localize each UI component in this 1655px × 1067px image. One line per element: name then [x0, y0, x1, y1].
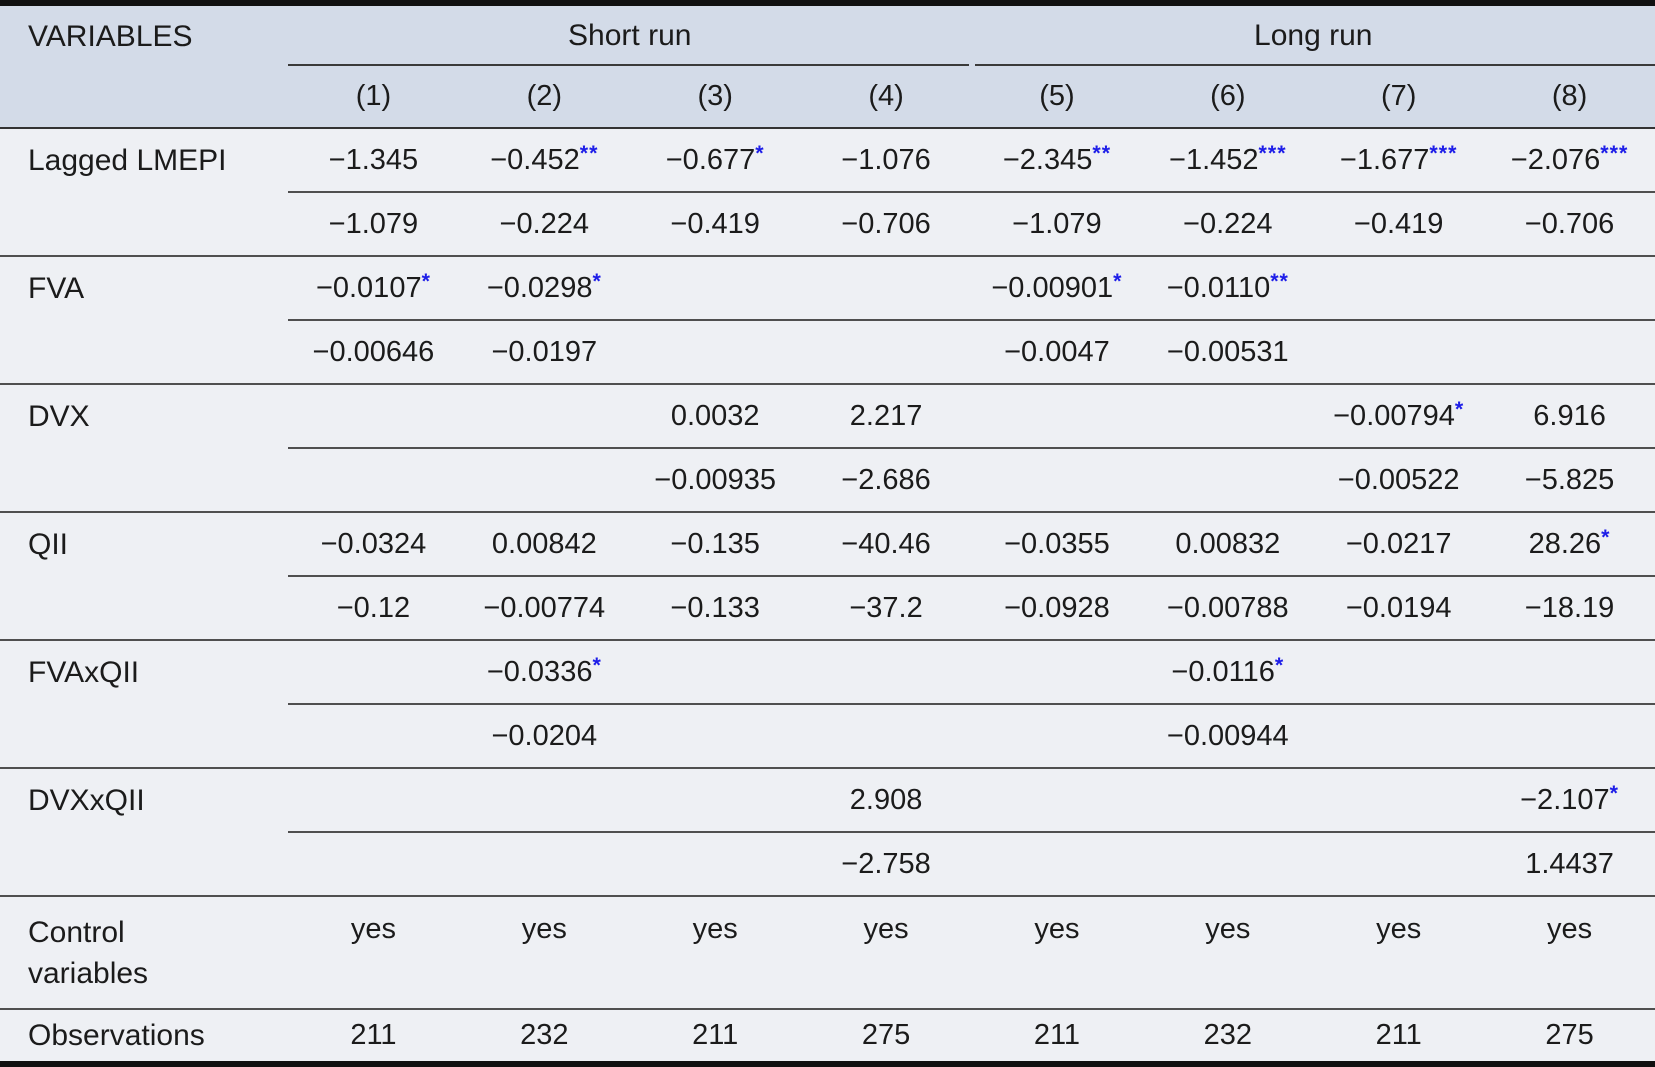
coefficient-row: [0, 512, 1655, 576]
control-variables-row-cell: yes: [1313, 896, 1484, 1009]
coefficient-cell: [630, 384, 801, 448]
standard-error-row: [0, 192, 1655, 256]
control-variables-row-cell: yes: [1484, 896, 1655, 1009]
coefficient-value: −40.46: [841, 528, 931, 560]
coefficient-value: −0.0355: [1004, 528, 1110, 560]
standard-error-cell: [972, 448, 1143, 512]
variable-label: Lagged LMEPI: [0, 128, 288, 192]
control-variables-row-cell: yes: [288, 896, 459, 1009]
coefficient-value: −1.677: [1340, 144, 1430, 176]
coefficient-cell: [801, 128, 972, 192]
standard-error-cell: [459, 448, 630, 512]
table-body: [0, 128, 1655, 1061]
standard-error-cell: [1313, 832, 1484, 896]
coefficient-cell: [630, 512, 801, 576]
standard-error-row: [0, 320, 1655, 384]
coefficient-row: [0, 128, 1655, 192]
observations-row-cell: 211: [288, 1009, 459, 1061]
standard-error-cell: −0.00944: [1142, 704, 1313, 768]
significance-stars: *: [755, 141, 764, 165]
coefficient-row: [0, 768, 1655, 832]
coefficient-value: −0.0336: [487, 656, 593, 688]
coefficient-cell: [630, 256, 801, 320]
standard-error-cell: −0.00788: [1142, 576, 1313, 640]
coefficient-cell: [1313, 256, 1484, 320]
coefficient-cell: [1313, 384, 1484, 448]
significance-stars: **: [1092, 141, 1111, 165]
coefficient-cell: [801, 640, 972, 704]
column-header-1: (1): [288, 66, 459, 128]
coefficient-cell: [972, 384, 1143, 448]
significance-stars: **: [1270, 269, 1289, 293]
coefficient-cell: [801, 256, 972, 320]
standard-error-row: [0, 576, 1655, 640]
standard-error-cell: [630, 832, 801, 896]
standard-error-cell: [288, 704, 459, 768]
observations-row-cell: 232: [459, 1009, 630, 1061]
standard-error-row: [0, 832, 1655, 896]
coefficient-cell: [288, 768, 459, 832]
coefficient-value: −0.0324: [321, 528, 427, 560]
column-header-5: (5): [972, 66, 1143, 128]
coefficient-value: −0.677: [666, 144, 756, 176]
standard-error-cell: [1313, 320, 1484, 384]
coefficient-cell: [288, 128, 459, 192]
observations-row-cell: 275: [801, 1009, 972, 1061]
coefficient-cell: [1142, 128, 1313, 192]
significance-stars: *: [592, 269, 601, 293]
standard-error-cell: −0.706: [801, 192, 972, 256]
coefficient-cell: [1484, 256, 1655, 320]
observations-row-cell: 211: [972, 1009, 1143, 1061]
variable-label: FVAxQII: [0, 640, 288, 704]
coefficient-cell: [459, 640, 630, 704]
standard-error-cell: −0.419: [1313, 192, 1484, 256]
observations-row-cell: 211: [1313, 1009, 1484, 1061]
coefficient-value: 0.00832: [1175, 528, 1280, 560]
standard-error-cell: [1484, 320, 1655, 384]
significance-stars: ***: [1429, 141, 1457, 165]
significance-stars: *: [1455, 397, 1464, 421]
coefficient-cell: [288, 640, 459, 704]
coefficient-value: 2.217: [850, 400, 923, 432]
empty-label-cell: [0, 448, 288, 512]
significance-stars: ***: [1600, 141, 1628, 165]
coefficient-cell: [459, 128, 630, 192]
coefficient-value: −2.076: [1511, 144, 1601, 176]
control-variables-row-cell: yes: [630, 896, 801, 1009]
standard-error-cell: [801, 704, 972, 768]
coefficient-cell: [1142, 768, 1313, 832]
coefficient-cell: [459, 384, 630, 448]
group-header-row: [0, 6, 1655, 66]
long-run-header: [972, 6, 1655, 66]
coefficient-value: −0.00901: [991, 272, 1113, 304]
coefficient-cell: [1313, 640, 1484, 704]
standard-error-cell: −0.419: [630, 192, 801, 256]
coefficient-cell: [1484, 384, 1655, 448]
significance-stars: ***: [1259, 141, 1287, 165]
coefficient-cell: [1484, 768, 1655, 832]
coefficient-cell: [630, 128, 801, 192]
standard-error-cell: −0.0204: [459, 704, 630, 768]
short-run-label: Short run: [568, 19, 691, 52]
coefficient-cell: [1142, 512, 1313, 576]
long-run-underline: [975, 64, 1655, 66]
coefficient-cell: [630, 768, 801, 832]
standard-error-cell: 1.4437: [1484, 832, 1655, 896]
coefficient-cell: [459, 256, 630, 320]
standard-error-cell: [288, 832, 459, 896]
standard-error-cell: −0.00531: [1142, 320, 1313, 384]
variable-label: QII: [0, 512, 288, 576]
coefficient-cell: [801, 384, 972, 448]
coefficient-cell: [1142, 256, 1313, 320]
variables-header: VARIABLES: [0, 6, 288, 128]
column-header-4: (4): [801, 66, 972, 128]
significance-stars: *: [422, 269, 431, 293]
control-variables-row-label-text: Control variables: [28, 913, 188, 994]
coefficient-value: 6.916: [1533, 400, 1606, 432]
coefficient-cell: [459, 512, 630, 576]
coefficient-value: −1.076: [841, 144, 931, 176]
standard-error-cell: [801, 320, 972, 384]
standard-error-cell: −0.0194: [1313, 576, 1484, 640]
coefficient-value: −2.107: [1520, 784, 1610, 816]
coefficient-value: −0.0116: [1171, 656, 1274, 688]
empty-label-cell: [0, 320, 288, 384]
coefficient-value: 28.26: [1529, 528, 1602, 560]
coefficient-cell: [288, 384, 459, 448]
variable-label: FVA: [0, 256, 288, 320]
coefficient-value: −1.345: [329, 144, 419, 176]
standard-error-cell: −1.079: [972, 192, 1143, 256]
control-variables-row-cell: yes: [1142, 896, 1313, 1009]
standard-error-cell: −5.825: [1484, 448, 1655, 512]
standard-error-cell: [630, 704, 801, 768]
coefficient-value: 0.0032: [671, 400, 760, 432]
column-header-7: (7): [1313, 66, 1484, 128]
standard-error-cell: [972, 832, 1143, 896]
coefficient-cell: [1313, 128, 1484, 192]
table-header: [0, 6, 1655, 128]
standard-error-cell: −0.12: [288, 576, 459, 640]
coefficient-value: −0.0298: [487, 272, 593, 304]
standard-error-cell: −0.133: [630, 576, 801, 640]
coefficient-cell: [972, 768, 1143, 832]
standard-error-cell: [1313, 704, 1484, 768]
standard-error-row: [0, 448, 1655, 512]
short-run-underline: [288, 64, 969, 66]
significance-stars: *: [1610, 781, 1619, 805]
standard-error-cell: −0.0928: [972, 576, 1143, 640]
coefficient-cell: [459, 768, 630, 832]
coefficient-value: −0.0110: [1167, 272, 1270, 304]
coefficient-cell: [1313, 768, 1484, 832]
standard-error-cell: [288, 448, 459, 512]
coefficient-cell: [1484, 640, 1655, 704]
coefficient-cell: [288, 512, 459, 576]
control-variables-row-cell: yes: [801, 896, 972, 1009]
empty-label-cell: [0, 576, 288, 640]
standard-error-cell: −0.706: [1484, 192, 1655, 256]
coefficient-value: −0.452: [490, 144, 580, 176]
coefficient-row: [0, 384, 1655, 448]
coefficient-value: −0.00794: [1333, 400, 1455, 432]
standard-error-cell: −0.00522: [1313, 448, 1484, 512]
standard-error-cell: −0.0047: [972, 320, 1143, 384]
significance-stars: *: [1275, 653, 1284, 677]
coefficient-row: [0, 640, 1655, 704]
significance-stars: **: [580, 141, 599, 165]
standard-error-cell: −2.758: [801, 832, 972, 896]
column-header-3: (3): [630, 66, 801, 128]
standard-error-row: [0, 704, 1655, 768]
empty-label-cell: [0, 832, 288, 896]
variable-label: DVX: [0, 384, 288, 448]
coefficient-cell: [1484, 512, 1655, 576]
coefficient-cell: [1313, 512, 1484, 576]
standard-error-cell: [972, 704, 1143, 768]
standard-error-cell: −18.19: [1484, 576, 1655, 640]
observations-row-cell: 275: [1484, 1009, 1655, 1061]
standard-error-cell: [630, 320, 801, 384]
observations-row-cell: 232: [1142, 1009, 1313, 1061]
coefficient-row: [0, 256, 1655, 320]
observations-row-label: Observations: [0, 1009, 288, 1061]
short-run-header: [288, 6, 972, 66]
standard-error-cell: [459, 832, 630, 896]
significance-stars: *: [1113, 269, 1122, 293]
standard-error-cell: −0.0197: [459, 320, 630, 384]
coefficient-value: −2.345: [1003, 144, 1093, 176]
coefficient-cell: [801, 512, 972, 576]
control-variables-row-label: [0, 896, 288, 1009]
significance-stars: *: [592, 653, 601, 677]
observations-row-cell: 211: [630, 1009, 801, 1061]
coefficient-cell: [1142, 384, 1313, 448]
standard-error-cell: −0.00935: [630, 448, 801, 512]
standard-error-cell: −2.686: [801, 448, 972, 512]
coefficient-cell: [1142, 640, 1313, 704]
regression-table: [0, 6, 1655, 1061]
column-header-2: (2): [459, 66, 630, 128]
column-header-6: (6): [1142, 66, 1313, 128]
significance-stars: *: [1601, 525, 1610, 549]
coefficient-cell: [972, 512, 1143, 576]
control-variables-row-cell: yes: [459, 896, 630, 1009]
coefficient-cell: [972, 640, 1143, 704]
standard-error-cell: [1142, 832, 1313, 896]
standard-error-cell: [1484, 704, 1655, 768]
coefficient-cell: [288, 256, 459, 320]
observations-row: [0, 1009, 1655, 1061]
coefficient-value: 0.00842: [492, 528, 597, 560]
coefficient-cell: [1484, 128, 1655, 192]
standard-error-cell: [1142, 448, 1313, 512]
long-run-label: Long run: [1254, 19, 1372, 52]
coefficient-cell: [801, 768, 972, 832]
coefficient-value: −1.452: [1169, 144, 1259, 176]
column-header-8: (8): [1484, 66, 1655, 128]
standard-error-cell: −0.00646: [288, 320, 459, 384]
standard-error-cell: −0.224: [459, 192, 630, 256]
coefficient-value: −0.135: [670, 528, 760, 560]
control-variables-row-cell: yes: [972, 896, 1143, 1009]
coefficient-value: 2.908: [850, 784, 923, 816]
empty-label-cell: [0, 704, 288, 768]
variable-label: DVXxQII: [0, 768, 288, 832]
standard-error-cell: −37.2: [801, 576, 972, 640]
coefficient-value: −0.0217: [1346, 528, 1452, 560]
coefficient-value: −0.0107: [316, 272, 422, 304]
standard-error-cell: −0.224: [1142, 192, 1313, 256]
standard-error-cell: −0.00774: [459, 576, 630, 640]
empty-label-cell: [0, 192, 288, 256]
control-variables-row: [0, 896, 1655, 1009]
coefficient-cell: [630, 640, 801, 704]
coefficient-cell: [972, 128, 1143, 192]
coefficient-cell: [972, 256, 1143, 320]
standard-error-cell: −1.079: [288, 192, 459, 256]
